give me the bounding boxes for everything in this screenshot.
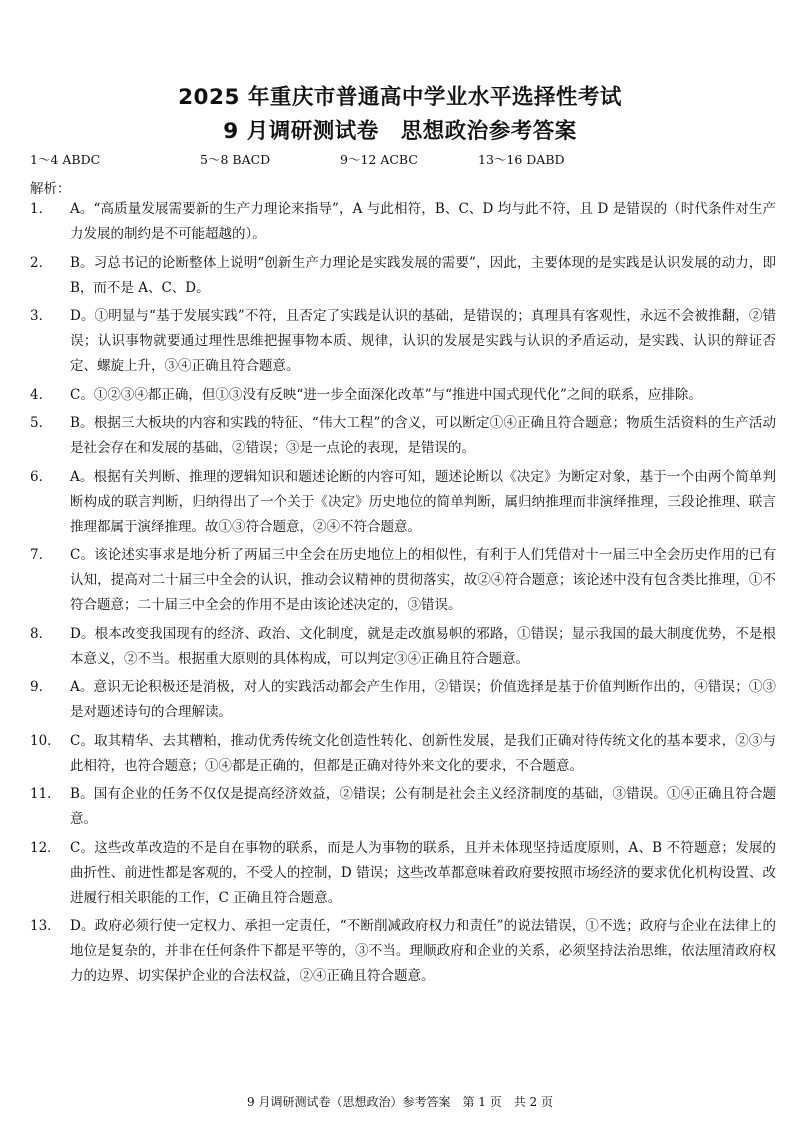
analysis-item-11 <box>30 782 776 832</box>
analysis-item-1 <box>30 197 776 247</box>
item-text: D。政府必须行使一定权力、承担一定责任，“不断削减政府权力和责任”的说法错误，①不选；政府与企业在法律上的地位是复杂的，并非在任何条件下都是平等的，③不当。理顺政府和企业的关系，必须坚持法治思维，依法厘清政府权力的边界、切实保护企业的合法权益，②④正确且符合题意。 <box>70 918 776 984</box>
document-subtitle: 9 月调研测试卷 思想政治参考答案 <box>223 119 577 144</box>
analysis-item-8 <box>30 622 776 672</box>
item-text: B。根据三大板块的内容和实践的特征、“伟大工程”的含义，可以断定①④正确且符合题意；物质生活资料的生产活动是社会存在和发展的基础，②错误；③是一点论的表现，是错误的。 <box>70 415 776 456</box>
analysis-item-9 <box>30 675 776 725</box>
item-text: C。取其精华、去其糟粕，推动优秀传统文化创造性转化、创新性发展，是我们正确对待传统文化的基本要求，②③与此相符，也符合题意；①④都是正确的，但都是正确对待外来文化的要求，不合题意。 <box>70 732 776 774</box>
item-number: 10． <box>30 732 61 749</box>
item-number: 6． <box>30 468 53 485</box>
analysis-item-2 <box>30 251 776 301</box>
analysis-label: 解析： <box>30 181 71 197</box>
item-text: A。“高质量发展需要新的生产力理论来指导”，A 与此相符，B、C、D 均与此不符，且 D 是错误的（时代条件对生产力发展的制约是不可能超越的）。 <box>70 201 776 242</box>
answer-key-1-4: 1～4 ABDC <box>30 152 101 167</box>
item-number: 9． <box>30 679 53 695</box>
analysis-item-4 <box>30 383 776 408</box>
analysis-item-13 <box>30 914 776 989</box>
item-number: 7． <box>30 547 53 563</box>
analysis-list <box>30 197 776 993</box>
item-text: A。意识无论积极还是消极，对人的实践活动都会产生作用，②错误；价值选择是基于价值判断作出的，④错误；①③是对题述诗句的合理解读。 <box>70 679 776 720</box>
answer-key-13-16: 13～16 DABD <box>478 152 565 167</box>
item-number: 13． <box>30 918 61 934</box>
item-number: 4． <box>30 386 53 403</box>
analysis-item-3 <box>30 304 776 379</box>
item-text: A。根据有关判断、推理的逻辑知识和题述论断的内容可知，题述论断以《决定》为断定对象，基于一个由两个简单判断构成的联言判断，归纳得出了一个关于《决定》历史地位的简单判断，属归纳推理而非演绎推理，三段论推理、联言推理都属于演绎推理。故①③符合题意，②④不符合题意。 <box>70 468 776 535</box>
item-text: B。习总书记的论断整体上说明“创新生产力理论是实践发展的需要”，因此，主要体现的是实践是认识发展的动力，即 B，而不是 A、C、D。 <box>70 254 776 296</box>
analysis-item-10 <box>30 729 776 779</box>
item-text: D。①明显与“基于发展实践”不符，且否定了实践是认识的基础，是错误的；真理具有客观性，永远不会被推翻，②错误；认识事物就要通过理性思维把握事物本质、规律，认识的发展是实践与认识的矛盾运动，是实践、认识的辩证否定、螺旋上升，③④正确且符合题意。 <box>70 308 776 374</box>
document-title: 2025 年重庆市普通高中学业水平选择性考试 <box>178 85 622 110</box>
item-number: 8． <box>30 625 53 642</box>
analysis-item-12 <box>30 836 776 911</box>
answer-key-9-12: 9～12 ACBC <box>340 152 418 167</box>
item-text: B。国有企业的任务不仅仅是提高经济效益，②错误；公有制是社会主义经济制度的基础，③错误。①④正确且符合题意。 <box>70 786 776 827</box>
item-number: 12． <box>30 839 61 856</box>
item-number: 5． <box>30 415 53 431</box>
item-text: D。根本改变我国现有的经济、政治、文化制度，就是走改旗易帜的邪路，①错误；显示我国的最大制度优势，不是根本意义，②不当。根据重大原则的具体构成，可以判定③④正确且符合题意。 <box>70 625 776 667</box>
analysis-item-6 <box>30 465 776 540</box>
item-number: 1． <box>30 201 53 217</box>
item-number: 2． <box>30 254 53 271</box>
item-number: 3． <box>30 308 53 324</box>
analysis-item-7 <box>30 543 776 618</box>
analysis-item-5 <box>30 411 776 461</box>
page-footer: 9 月调研测试卷（思想政治）参考答案 第 1 页 共 2 页 <box>247 1095 553 1109</box>
item-text: C。①②③④都正确，但①③没有反映“进一步全面深化改革”与“推进中国式现代化”之间的联系，应排除。 <box>70 386 702 403</box>
answer-key-5-8: 5～8 BACD <box>200 152 271 167</box>
item-text: C。这些改革改造的不是自在事物的联系，而是人为事物的联系，且并未体现坚持适度原则，A、B 不符题意；发展的曲折性、前进性都是客观的，不受人的控制，D 错误；这些改革都意味着政府要按照市场经济的要求优化机构设置、改进履行相关职能的工作，C 正确且符合题意。 <box>70 839 776 906</box>
item-text: C。该论述实事求是地分析了两届三中全会在历史地位上的相似性，有利于人们凭借对十一届三中全会历史作用的已有认知，提高对二十届三中全会的认识，推动会议精神的贯彻落实，故②④符合题意；该论述中没有包含类比推理，①不符合题意；二十届三中全会的作用不是由该论述决定的，③错误。 <box>70 547 776 613</box>
item-number: 11． <box>30 786 61 802</box>
